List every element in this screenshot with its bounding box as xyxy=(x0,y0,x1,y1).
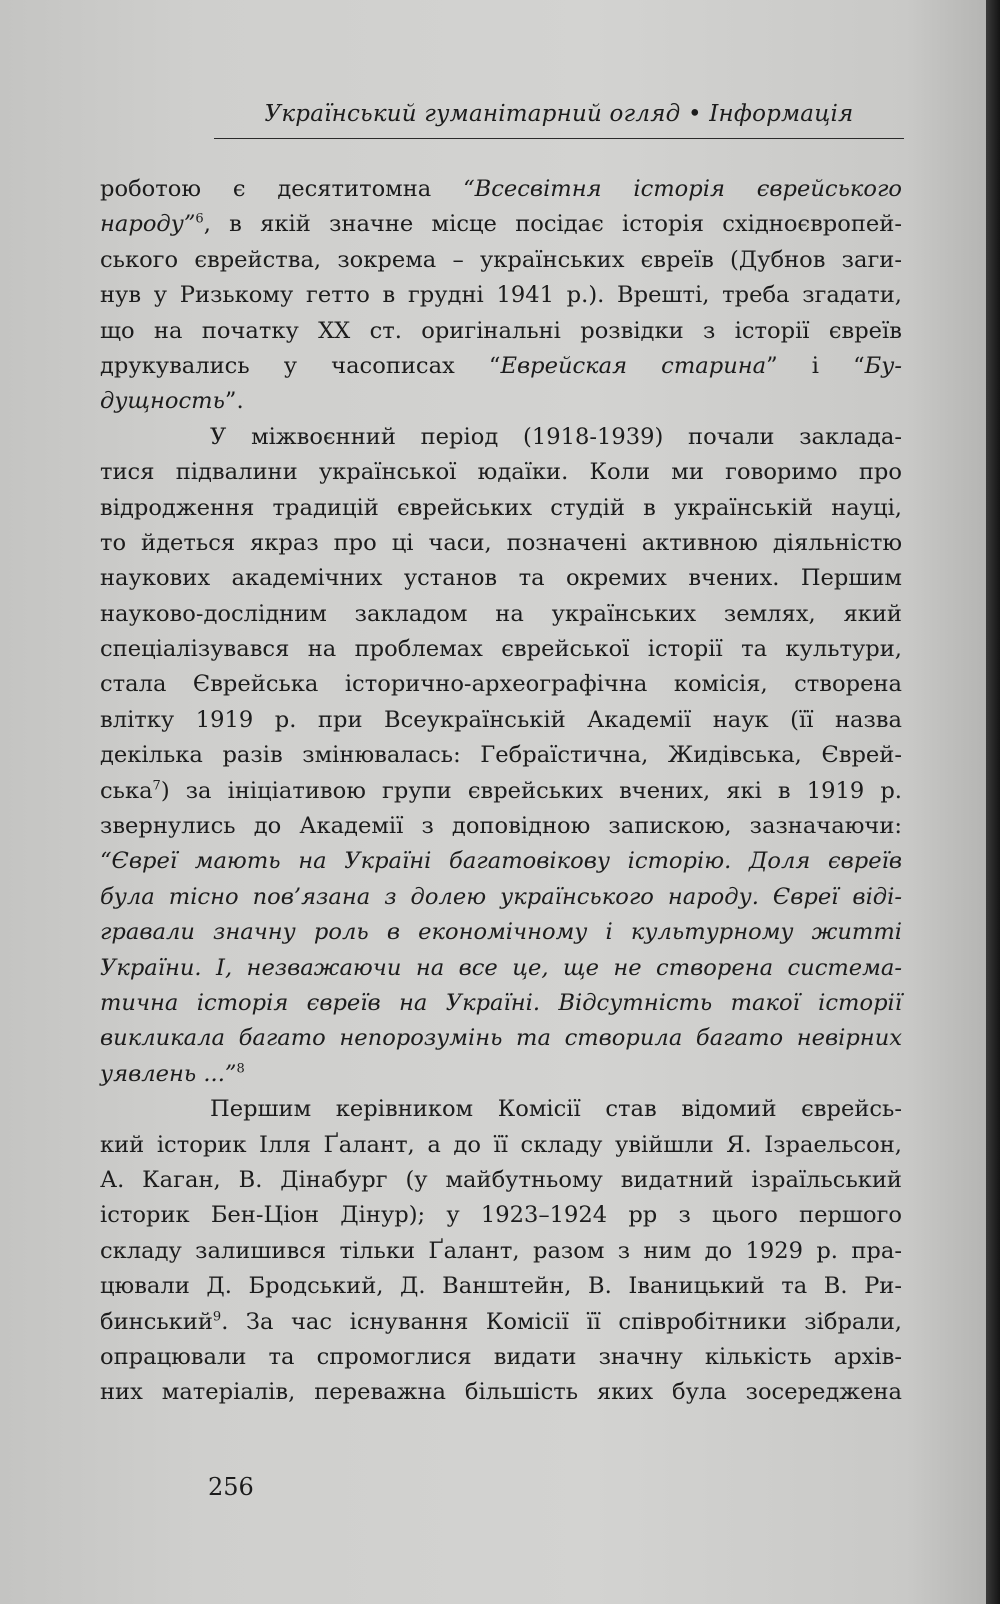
text-segment: нув у Ризькому гетто в грудні 1941 р.). Врешті, треба згадати, xyxy=(100,282,902,309)
text-segment: ” і “ xyxy=(766,352,865,379)
text-segment: “Всесвітня історія єврейського xyxy=(463,176,903,202)
text-segment: була тісно пов’язана з долею українського народу. Євреї віді- xyxy=(100,883,902,910)
text-line xyxy=(100,1128,902,1163)
text-line xyxy=(100,526,902,561)
text-line xyxy=(100,1092,902,1127)
text-line xyxy=(100,667,902,702)
text-line xyxy=(100,809,902,844)
text-line xyxy=(100,1198,902,1233)
header-separator: • xyxy=(687,101,702,127)
text-segment: ”. xyxy=(224,388,244,415)
footnote-ref: 7 xyxy=(152,778,161,794)
section-title: Інформація xyxy=(709,101,854,127)
running-header-text xyxy=(265,101,854,127)
text-segment: Еврейская старина xyxy=(500,352,767,379)
text-line xyxy=(100,278,902,313)
text-line xyxy=(100,774,902,809)
text-segment: уявлень ...” xyxy=(100,1060,237,1087)
paragraph xyxy=(100,1092,902,1411)
text-segment: науково-дослідним закладом на українських землях, який xyxy=(100,600,902,627)
page-number: 256 xyxy=(208,1473,254,1501)
text-line xyxy=(100,1305,902,1340)
text-segment: Першим керівником Комісії став відомий єврейсь- xyxy=(210,1096,902,1123)
text-segment: влітку 1919 р. при Всеукраїнській Академії наук (її назва xyxy=(100,706,902,733)
text-segment: роботою є десятитомна xyxy=(100,176,464,202)
text-segment: декілька разів змінювалась: Гебраїстична, Жидівська, Єврей- xyxy=(100,742,902,769)
text-segment: народу” xyxy=(100,211,196,238)
text-line xyxy=(100,703,902,738)
text-line xyxy=(100,915,902,950)
text-line xyxy=(100,561,902,596)
text-line xyxy=(100,491,902,526)
text-line xyxy=(100,1021,902,1056)
text-line xyxy=(100,455,902,490)
text-segment: спеціалізувався на проблемах єврейської історії та культури, xyxy=(100,636,902,663)
text-line xyxy=(100,420,902,455)
text-segment: України. І, незважаючи на все це, ще не створена система- xyxy=(100,954,902,981)
journal-title: Український гуманітарний огляд xyxy=(264,101,681,127)
text-line xyxy=(100,880,902,915)
text-segment: кий історик Ілля Ґалант, а до її складу увійшли Я. Ізраельсон, xyxy=(100,1131,902,1158)
book-spine xyxy=(986,0,1000,1604)
text-segment: бинський xyxy=(100,1308,213,1335)
text-segment: опрацювали та спромоглися видати значну кількість архів- xyxy=(100,1343,902,1370)
text-segment: історик Бен-Ціон Дінур); у 1923–1924 рр з цього першого xyxy=(100,1202,902,1229)
text-line xyxy=(100,1234,902,1269)
text-line xyxy=(100,844,902,879)
text-segment: А. Каган, В. Дінабург (у майбутньому видатний ізраїльський xyxy=(100,1166,902,1193)
text-line xyxy=(100,349,902,384)
paragraph xyxy=(100,420,902,1092)
text-segment: , в якій значне місце посідає історія східноєвропей- xyxy=(203,211,902,238)
text-segment: У міжвоєнний період (1918-1939) почали заклада- xyxy=(210,423,902,450)
text-segment: них матеріалів, переважна більшість яких була зосереджена xyxy=(100,1379,902,1406)
footnote-ref: 6 xyxy=(195,211,204,227)
text-line xyxy=(100,1163,902,1198)
text-segment: наукових академічних установ та окремих вчених. Першим xyxy=(100,565,902,592)
text-segment: складу залишився тільки Ґалант, разом з ним до 1929 р. пра- xyxy=(100,1237,902,1264)
text-segment: цювали Д. Бродський, Д. Ванштейн, В. Іваницький та В. Ри- xyxy=(100,1273,902,1300)
text-segment: гравали значну роль в економічному і культурному житті xyxy=(100,919,902,946)
text-line xyxy=(100,243,902,278)
text-segment: “Євреї мають на Україні багатовікову історію. Доля євреїв xyxy=(100,848,902,875)
text-line xyxy=(100,172,902,207)
text-segment: що на початку XX ст. оригінальні розвідки з історії євреїв xyxy=(100,317,902,344)
text-segment: звернулись до Академії з доповідною запискою, зазначаючи: xyxy=(100,813,902,840)
text-line xyxy=(100,207,902,242)
text-line xyxy=(100,632,902,667)
text-line xyxy=(100,1340,902,1375)
footnote-ref: 9 xyxy=(212,1308,222,1324)
text-segment: дущность xyxy=(100,388,225,415)
paragraph xyxy=(100,172,902,420)
text-segment: Бу- xyxy=(864,352,902,379)
text-segment: друкувались у часописах “ xyxy=(100,352,501,379)
text-line xyxy=(100,738,902,773)
text-segment: ського єврейства, зокрема – українських євреїв (Дубнов заги- xyxy=(100,246,902,273)
text-segment: відродження традицій єврейських студій в українській науці, xyxy=(100,494,902,521)
text-line xyxy=(100,986,902,1021)
text-line xyxy=(100,1057,902,1092)
text-segment: тися підвалини української юдаїки. Коли ми говоримо про xyxy=(100,459,902,486)
text-segment: то йдеться якраз про ці часи, позначені активною діяльністю xyxy=(100,529,902,556)
text-segment: . За час існування Комісії її співробітники зібрали, xyxy=(221,1308,902,1335)
text-segment: тична історія євреїв на Україні. Відсутність такої історії xyxy=(100,989,902,1016)
text-line xyxy=(100,314,902,349)
text-segment: ська xyxy=(100,777,153,804)
text-segment: викликала багато непорозумінь та створила багато невірних xyxy=(100,1025,902,1052)
text-segment: стала Єврейська історично-археографічна комісія, створена xyxy=(100,671,902,698)
text-line xyxy=(100,384,902,419)
text-line xyxy=(100,951,902,986)
footnote-ref: 8 xyxy=(236,1061,245,1077)
text-line xyxy=(100,1269,902,1304)
body-text xyxy=(100,172,902,1411)
text-line xyxy=(100,597,902,632)
text-segment: ) за ініціативою групи єврейських вчених, які в 1919 р. xyxy=(160,777,902,804)
text-line xyxy=(100,1375,902,1410)
running-header xyxy=(214,94,904,139)
